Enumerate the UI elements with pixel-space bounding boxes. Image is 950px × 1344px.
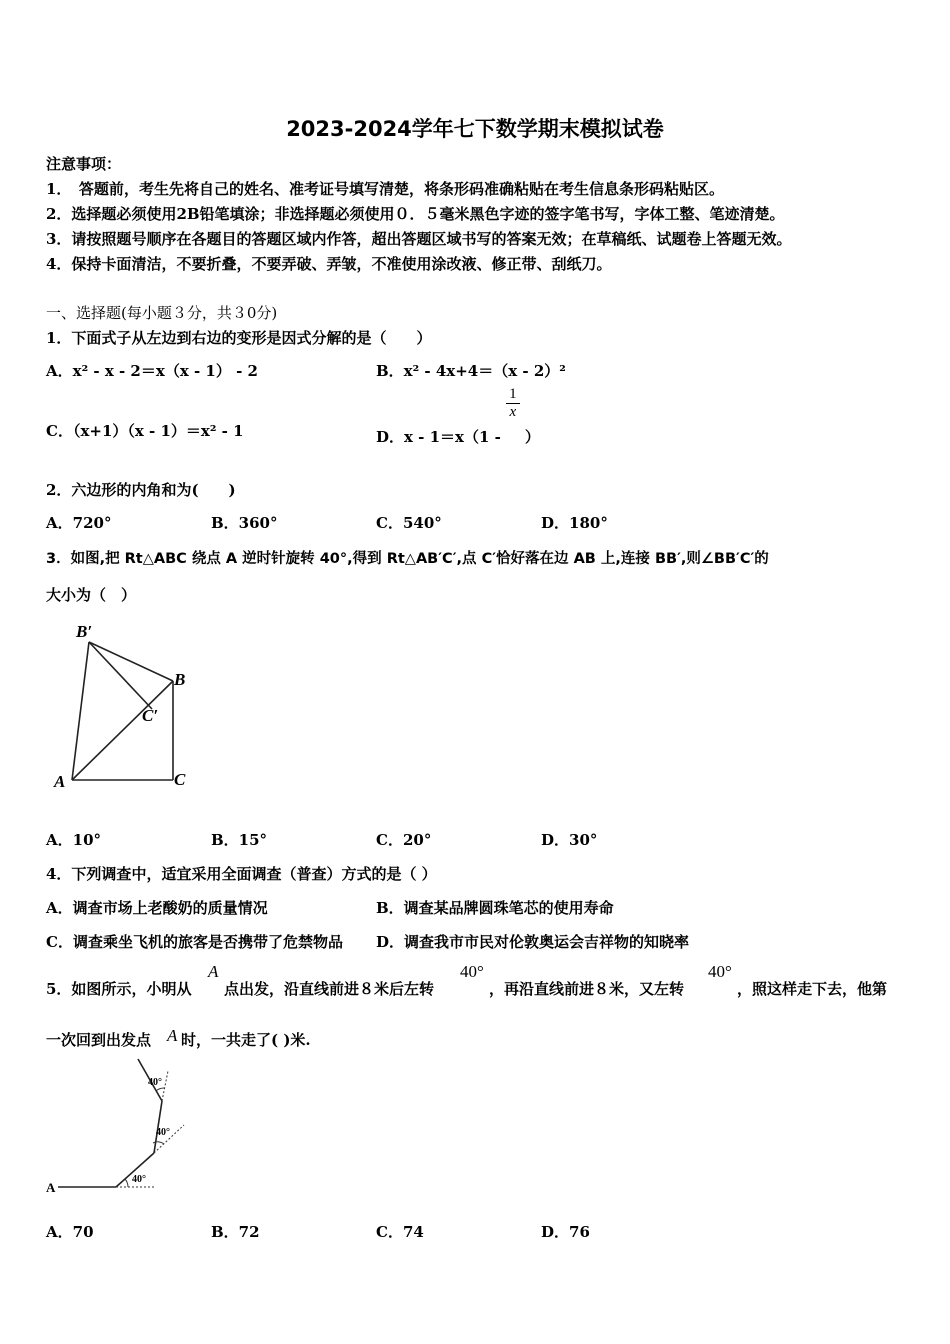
extension-line-3 [162,1071,168,1101]
q1-option-b: B．x² - 4x+4＝（x - 2）² [376,362,566,380]
angle-label-2: 40° [156,1127,170,1138]
q3-stem-line1: 3．如图,把 Rt△ABC 绕点 A 逆时针旋转 40°,得到 Rt△AB′C′,点 C′恰好落在边 AB 上,连接 BB′,则∠BB′C′的 [46,551,769,567]
fraction-denominator: x [506,403,520,421]
q2-option-c: C．540° [376,514,442,532]
q3-option-c: C．20° [376,831,432,849]
q4-option-a: A．调查市场上老酸奶的质量情况 [46,899,268,917]
page-title: 2023-2024学年七下数学期末模拟试卷 [286,117,664,141]
notice-item-4: 4．保持卡面清洁，不要折叠，不要弄破、弄皱，不准使用涂改液、修正带、刮纸刀。 [46,255,612,273]
angle-label-3: 40° [148,1077,162,1088]
q3-option-b: B．15° [211,831,268,849]
q5-option-b: B．72 [211,1223,260,1241]
q1-option-d-prefix: D．x - 1＝x（1 - [376,427,501,446]
q5-stem-part2: 点出发，沿直线前进８米后左转 [224,980,435,998]
q5-stem-part1: 5．如图所示，小明从 [46,980,192,998]
label-c-prime: C′ [142,706,159,725]
q3-figure [46,615,206,795]
notice-item-1: 1． 答题前，考生先将自己的姓名、准考证号填写清楚，将条形码准确粘贴在考生信息条形码粘贴区。 [46,180,724,198]
segment-b-prime-c-prime [89,642,152,709]
fraction-numerator: 1 [509,386,517,402]
q3-option-d: D．30° [541,831,598,849]
q5-stem-line2-part2: 时，一共走了( )米. [181,1031,311,1049]
q5-figure [44,1053,204,1198]
label-a: A [54,772,66,791]
q5-option-a: A．70 [46,1223,94,1241]
angle-arc-1 [125,1179,128,1187]
q1-stem: 1．下面式子从左边到右边的变形是因式分解的是（ ） [46,329,432,347]
q2-stem: 2．六边形的内角和为( ) [46,481,236,499]
angle-label-1: 40° [132,1174,146,1185]
q5-stem-part3: ，再沿直线前进８米，又左转 [489,980,685,998]
label-b-prime: B′ [76,622,93,641]
q1-option-d-suffix: ） [524,427,540,446]
segment-ab [72,681,173,780]
q5-angle-2: 40° [708,962,732,981]
q3-option-a: A．10° [46,831,102,849]
q5-stem-line2-part1: 一次回到出发点 [46,1031,152,1049]
q4-option-b: B．调查某品牌圆珠笔芯的使用寿命 [376,899,614,917]
q5-option-c: C．74 [376,1223,424,1241]
q5-stem-part4: ，照这样走下去，他第 [737,980,888,998]
q2-option-b: B．360° [211,514,278,532]
notice-heading: 注意事项： [46,155,122,173]
segment-ab-prime [72,642,89,780]
q5-option-d: D．76 [541,1223,590,1241]
q1-option-a: A．x² - x - 2＝x（x - 1） - 2 [46,362,258,380]
notice-item-2: 2．选择题必须使用2B铅笔填涂；非选择题必须使用０．５毫米黑色字迹的签字笔书写，字体工整、笔迹清楚。 [46,205,785,223]
label-a: A [46,1180,56,1195]
section-heading: 一、选择题(每小题３分，共３0分) [46,304,278,322]
q3-stem-line2: 大小为（ ） [46,586,137,604]
q5-var-a-2: A [167,1026,178,1045]
q2-option-d: D．180° [541,514,608,532]
q4-option-d: D．调查我市市民对伦敦奥运会吉祥物的知晓率 [376,933,690,951]
q4-stem: 4．下列调查中，适宜采用全面调查（普查）方式的是（ ） [46,865,437,883]
q5-angle-1: 40° [460,962,484,981]
angle-arc-3 [156,1088,164,1091]
segment-b-prime-b [89,642,173,681]
fraction [506,386,520,421]
label-c: C [174,770,186,789]
q1-option-c: C．（x+1）（x - 1）＝x² - 1 [46,422,244,440]
q1-option-d [376,386,540,446]
q5-var-a: A [208,962,219,981]
q4-option-c: C．调查乘坐飞机的旅客是否携带了危禁物品 [46,933,343,951]
notice-item-3: 3．请按照题号顺序在各题目的答题区域内作答，超出答题区域书写的答案无效；在草稿纸、试题卷上答题无效。 [46,230,792,248]
q2-option-a: A．720° [46,514,112,532]
label-b: B [174,670,186,689]
